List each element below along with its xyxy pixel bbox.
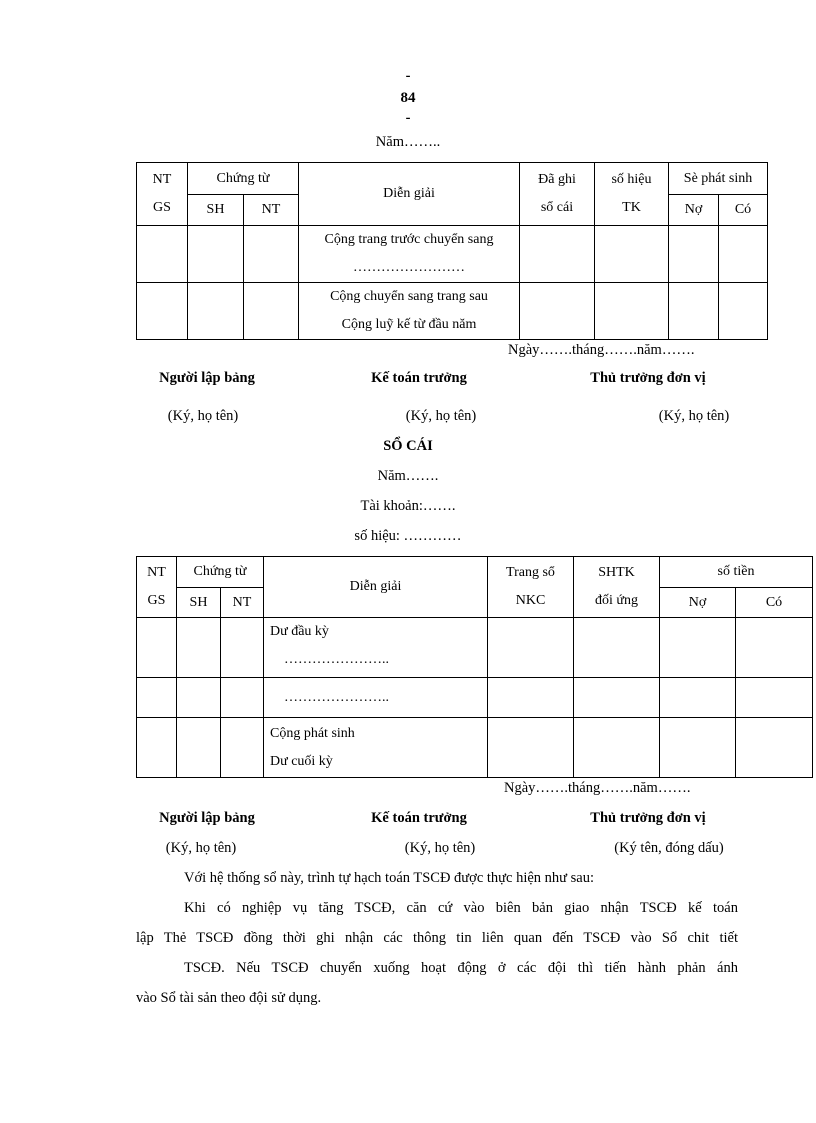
table-row bbox=[137, 618, 813, 678]
journal-sig-head-note: (Ký, họ tên) bbox=[658, 408, 730, 424]
journal-header-nt: NT bbox=[244, 195, 299, 226]
journal-header-co: Có bbox=[719, 195, 768, 226]
journal-row-1-desc: Cộng trang trước chuyển sang …………………… bbox=[299, 226, 520, 283]
journal-sig-preparer-title: Người lập bảng bbox=[159, 370, 255, 386]
journal-header-nt-gs: NT GS bbox=[137, 163, 188, 226]
ledger-sig-chief-accountant-note: (Ký, họ tên) bbox=[404, 840, 476, 856]
journal-sig-chief-accountant-note: (Ký, họ tên) bbox=[405, 408, 477, 424]
ledger-sig-head-note: (Ký tên, đóng dấu) bbox=[614, 840, 724, 856]
table-row bbox=[137, 718, 813, 778]
ledger-code-line: số hiệu: ………… bbox=[354, 528, 462, 544]
journal-header-da-ghi: Đã ghi sổ cái bbox=[520, 163, 595, 226]
ledger-row-1-desc: Dư đầu kỳ ………………….. bbox=[264, 618, 488, 678]
ledger-header-nt-gs: NT GS bbox=[137, 557, 177, 618]
ledger-sig-preparer-note: (Ký, họ tên) bbox=[165, 840, 237, 856]
ledger-date-line: Ngày…….tháng…….năm……. bbox=[504, 780, 691, 796]
ledger-sig-head-title: Thủ trưởng đơn vị bbox=[590, 810, 706, 826]
ledger-year-line: Năm……. bbox=[377, 468, 439, 484]
ledger-header-trang-so: Trang sổ NKC bbox=[488, 557, 574, 618]
journal-sig-head-title: Thủ trưởng đơn vị bbox=[590, 370, 706, 386]
body-paragraph-1: Với hệ thống sổ này, trình tự hạch toán TSCĐ được thực hiện như sau: bbox=[184, 870, 595, 886]
table-row bbox=[137, 226, 768, 283]
journal-sig-preparer-note: (Ký, họ tên) bbox=[167, 408, 239, 424]
ledger-table bbox=[136, 556, 813, 778]
journal-header-dien-giai: Diễn giải bbox=[299, 163, 520, 226]
ledger-sig-preparer-title: Người lập bảng bbox=[159, 810, 255, 826]
ledger-header-nt: NT bbox=[221, 588, 264, 618]
ledger-header-row-1 bbox=[137, 557, 813, 588]
ledger-row-3-desc: Cộng phát sinh Dư cuối kỳ bbox=[264, 718, 488, 778]
ledger-header-no: Nợ bbox=[660, 588, 736, 618]
ledger-sig-chief-accountant-title: Kế toán trưởng bbox=[371, 810, 467, 826]
journal-sig-chief-accountant-title: Kế toán trưởng bbox=[371, 370, 467, 386]
page-number-dash-bottom: - bbox=[405, 110, 411, 126]
body-paragraph-2-line-2: lập Thẻ TSCĐ đồng thời ghi nhận các thông tin liên quan đến TSCĐ vào Sổ chit tiết bbox=[136, 930, 738, 946]
page-number-dash-top: - bbox=[405, 68, 411, 84]
journal-row-2-desc: Cộng chuyển sang trang sau Cộng luỹ kế từ đầu năm bbox=[299, 283, 520, 340]
table-row bbox=[137, 678, 813, 718]
body-paragraph-3-line-1: TSCĐ. Nếu TSCĐ chuyển xuống hoạt động ở các đội thì tiến hành phản ánh bbox=[184, 960, 738, 976]
ledger-header-sh: SH bbox=[177, 588, 221, 618]
journal-header-row-1 bbox=[137, 163, 768, 195]
ledger-header-co: Có bbox=[736, 588, 813, 618]
table-row bbox=[137, 283, 768, 340]
ledger-header-chung-tu: Chứng từ bbox=[177, 557, 264, 588]
journal-header-sh: SH bbox=[188, 195, 244, 226]
body-paragraph-2-line-1: Khi có nghiệp vụ tăng TSCĐ, căn cứ vào biên bản giao nhận TSCĐ kế toán bbox=[184, 900, 738, 916]
journal-table bbox=[136, 162, 768, 340]
body-paragraph-3-line-2: vào Sổ tài sản theo đội sử dụng. bbox=[136, 990, 322, 1006]
page-number: 84 bbox=[400, 90, 416, 106]
journal-header-so-hieu: số hiệu TK bbox=[595, 163, 669, 226]
ledger-header-shtk: SHTK đối ứng bbox=[574, 557, 660, 618]
ledger-row-2-desc: ………………….. bbox=[264, 678, 488, 718]
journal-header-phat-sinh: Sè phát sinh bbox=[669, 163, 768, 195]
journal-header-chung-tu: Chứng từ bbox=[188, 163, 299, 195]
ledger-account-line: Tài khoản:……. bbox=[360, 498, 456, 514]
ledger-header-so-tien: số tiền bbox=[660, 557, 813, 588]
journal-year-line: Năm…….. bbox=[375, 134, 441, 150]
ledger-header-dien-giai: Diễn giải bbox=[264, 557, 488, 618]
ledger-title: SỔ CÁI bbox=[383, 438, 433, 454]
journal-header-no: Nợ bbox=[669, 195, 719, 226]
journal-date-line: Ngày…….tháng…….năm……. bbox=[508, 342, 695, 358]
